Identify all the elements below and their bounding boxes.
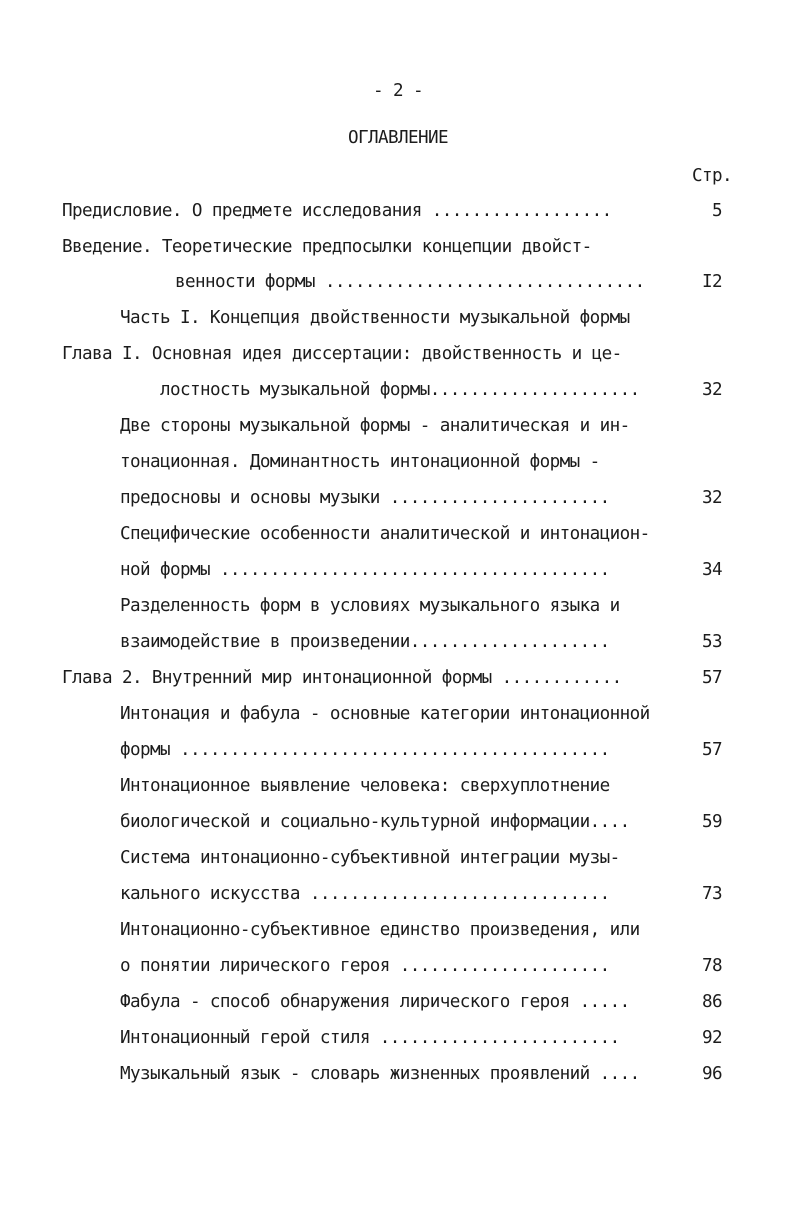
toc-entry-text: тонационная. Доминантность интонационной формы - (120, 452, 600, 472)
toc-entry-page: I2 (702, 272, 722, 292)
toc-entry-text: Две стороны музыкальной формы - аналитическая и ин- (120, 416, 630, 436)
part-heading: Часть I. Концепция двойственности музыкальной формы (120, 308, 630, 328)
page-number-label: - 2 - (373, 81, 423, 101)
toc-entry-page: 34 (702, 560, 722, 580)
document-title: ОГЛАВЛЕНИЕ (348, 128, 448, 148)
toc-entry-text: кального искусства .............................. (120, 884, 610, 904)
toc-entry-page: 86 (702, 992, 722, 1012)
toc-entry-text: биологической и социально-культурной информации.... (120, 812, 630, 832)
toc-entry-text: Интонационное выявление человека: сверхуплотнение (120, 776, 610, 796)
toc-entry-text: Разделенность форм в условиях музыкального языка и (120, 596, 620, 616)
toc-entry-page: 92 (702, 1028, 722, 1048)
toc-entry-page: 59 (702, 812, 722, 832)
toc-entry-text: Глава I. Основная идея диссертации: двойственность и це- (62, 344, 622, 364)
toc-entry-text: формы ........................................... (120, 740, 610, 760)
toc-entry-page: 57 (702, 740, 722, 760)
toc-entry-text: венности формы ................................ (175, 272, 645, 292)
toc-entry-page: 78 (702, 956, 722, 976)
toc-entry-text: взаимодействие в произведении.................... (120, 632, 610, 652)
toc-entry-text: Интонация и фабула - основные категории интонационной (120, 704, 650, 724)
toc-entry-page: 96 (702, 1064, 722, 1084)
toc-entry-text: о понятии лирического героя ..................... (120, 956, 610, 976)
toc-entry-text: Фабула - способ обнаружения лирического героя ..... (120, 992, 630, 1012)
page-column-header: Стр. (692, 166, 732, 186)
toc-entry-text: Музыкальный язык - словарь жизненных проявлений .... (120, 1064, 640, 1084)
toc-entry-text: ной формы ....................................... (120, 560, 610, 580)
toc-entry-page: 73 (702, 884, 722, 904)
toc-entry-page: 53 (702, 632, 722, 652)
toc-entry-page: 32 (702, 488, 722, 508)
toc-entry-text: Специфические особенности аналитической и интонацион- (120, 524, 650, 544)
toc-entry-text: лостность музыкальной формы..................... (160, 380, 640, 400)
toc-entry-text: предосновы и основы музыки ...................... (120, 488, 610, 508)
toc-entry-text: Введение. Теоретические предпосылки концепции двойст- (62, 237, 592, 257)
toc-entry-text: Система интонационно-субъективной интеграции музы- (120, 848, 620, 868)
toc-entry-page: 57 (702, 668, 722, 688)
toc-entry-page: 32 (702, 380, 722, 400)
toc-entry-text: Интонационный герой стиля ........................ (120, 1028, 620, 1048)
toc-entry-text: Интонационно-субъективное единство произведения, или (120, 920, 640, 940)
toc-entry-page: 5 (712, 201, 722, 221)
toc-entry-text: Глава 2. Внутренний мир интонационной формы ............ (62, 668, 622, 688)
toc-entry-text: Предисловие. О предмете исследования .................. (62, 201, 612, 221)
